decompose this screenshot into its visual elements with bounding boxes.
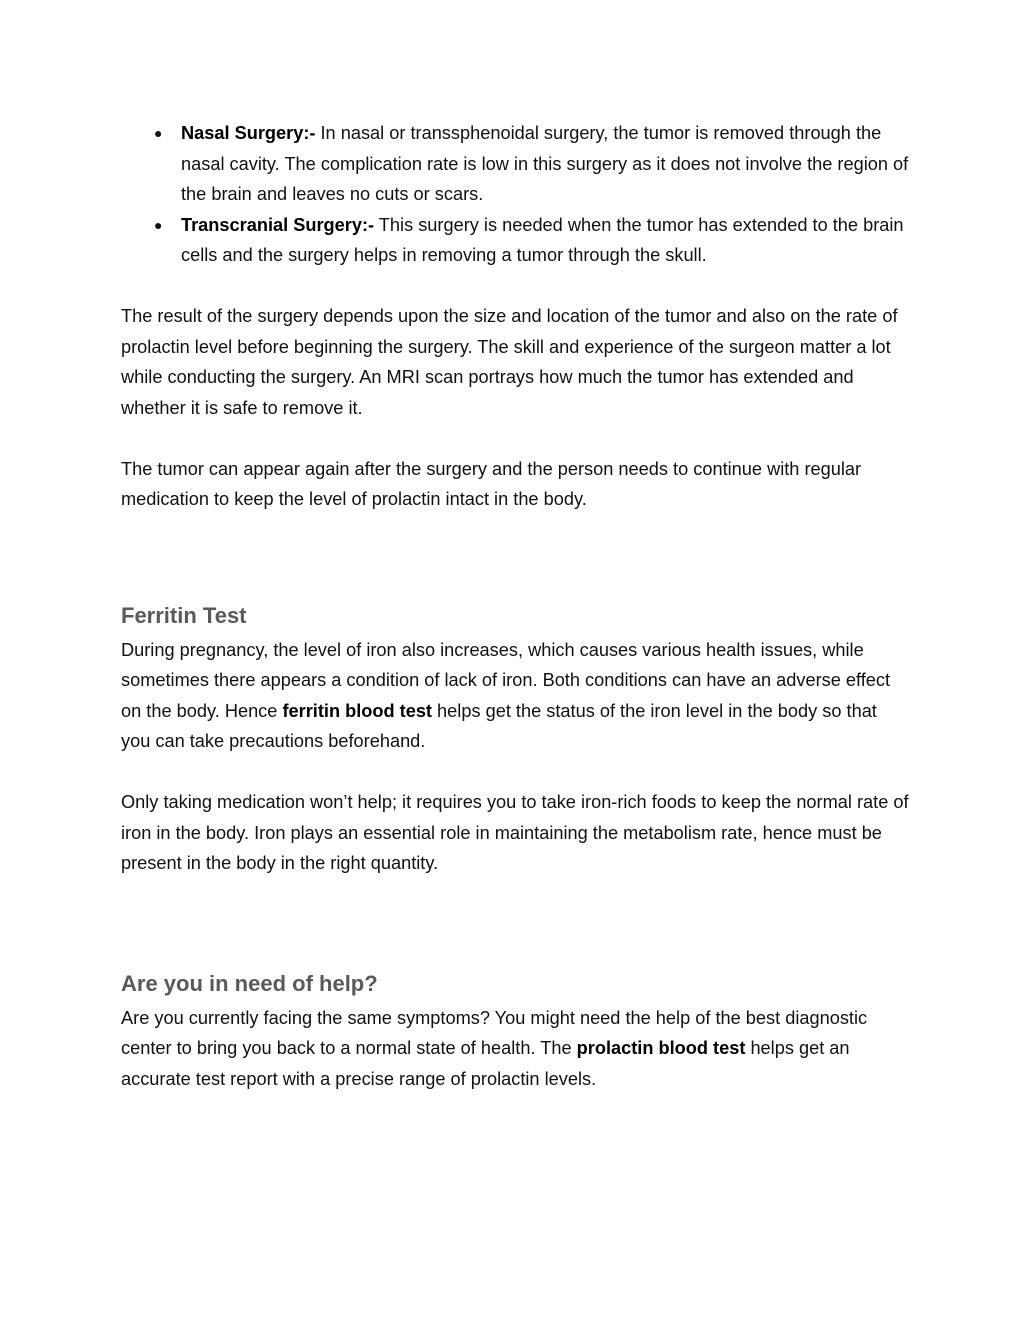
paragraph-tumor-recurrence: The tumor can appear again after the surgery and the person needs to continue with regular medication to keep the level of prolactin intact in the body. [121,458,862,509]
list-item-term: Nasal Surgery:- [181,123,316,143]
heading-ferritin-test: Ferritin Test [121,602,247,628]
paragraph-ferritin-intro: During pregnancy, the level of iron also increases, which causes various health issues, while sometimes there appears a condition of lack of iron. Both conditions can have an adverse effect on the body. Hence ferritin blood test helps get the status of the iron level in the body so that you can take precautions beforehand. [121,639,891,751]
paragraph-surgery-result: The result of the surgery depends upon the size and location of the tumor and also on the rate of prolactin level before beginning the surgery. The skill and experience of the surgeon matter a lot while conducting the surgery. An MRI scan portrays how much the tumor has extended and whether it is safe to remove it. [121,306,898,418]
list-item [121,118,911,210]
bullet-icon: ● [154,216,163,233]
bullet-icon: ● [154,125,163,141]
paragraph-need-help: Are you currently facing the same symptoms? You might need the help of the best diagnostic center to bring you back to a normal state of health. The prolactin blood test helps get an accurate test report with a precise range of prolactin levels. [121,1007,868,1089]
paragraph-ferritin-diet: Only taking medication won’t help; it requires you to take iron-rich foods to keep the normal rate of iron in the body. Iron plays an essential role in maintaining the metabolism rate, hence must be present in the body in the right quantity. [121,792,909,873]
ferritin-blood-test-bold: ferritin blood test [282,700,432,721]
document-page [121,118,911,1094]
list-item-text: This surgery is needed when the tumor has extended to the brain cells and the surgery helps in removing a tumor through the skull. [181,214,904,265]
list-item-text: In nasal or transsphenoidal surgery, the tumor is removed through the nasal cavity. The complication rate is low in this surgery as it does not involve the region of the brain and leaves no cuts or scars. [181,123,909,204]
list-item-term: Transcranial Surgery:- [181,214,375,235]
prolactin-blood-test-bold: prolactin blood test [576,1038,746,1058]
surgery-list [121,118,911,271]
list-item [121,210,911,271]
heading-need-help: Are you in need of help? [121,970,378,996]
